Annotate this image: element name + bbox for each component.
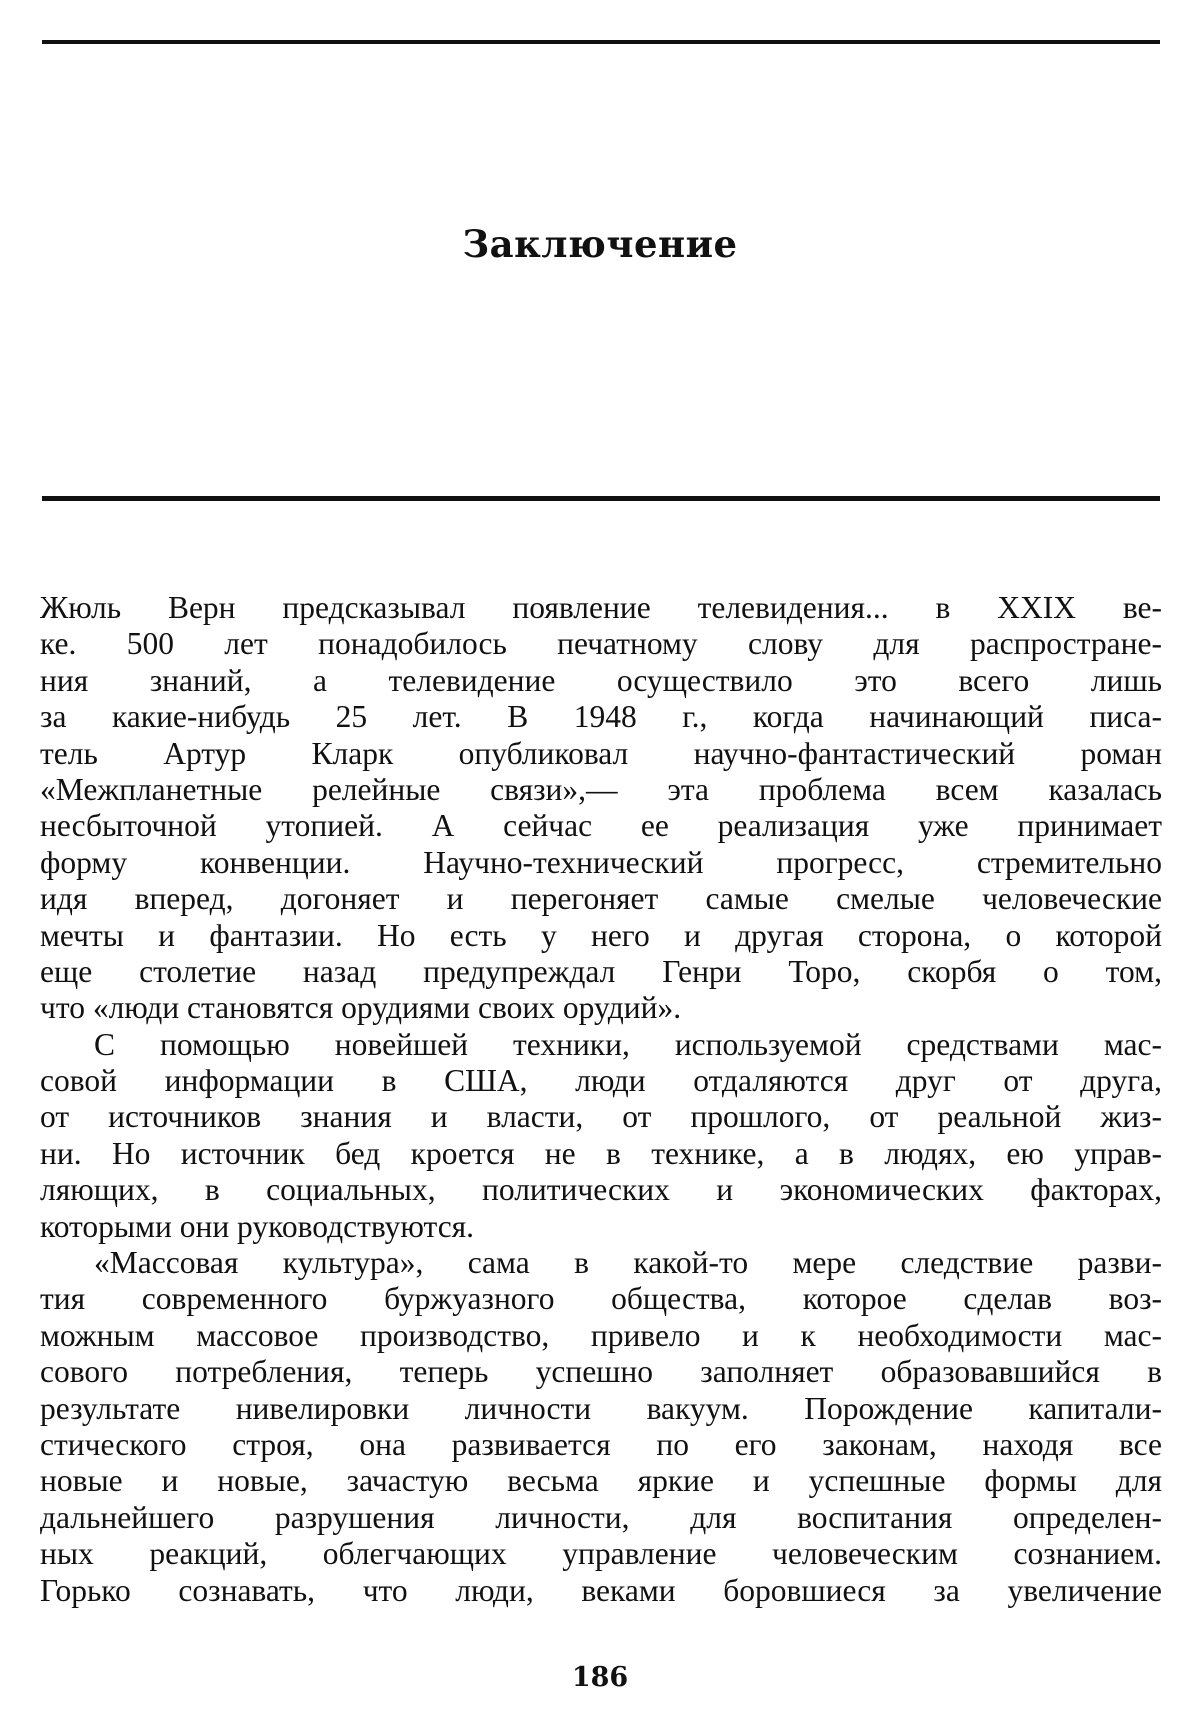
text-line: Жюль Верн предсказывал появление телевидения... в XXIX ве- bbox=[40, 590, 1162, 625]
text-line: ния знаний, а телевидение осуществило это всего лишь bbox=[40, 662, 1162, 698]
text-line: тель Артур Кларк опубликовал научно-фантастический роман bbox=[40, 735, 1162, 771]
text-line: форму конвенции. Научно-технический прогресс, стремительно bbox=[40, 844, 1162, 880]
text-line: от источников знания и власти, от прошлого, от реальной жиз- bbox=[40, 1099, 1162, 1135]
text-line: которыми они руководствуются. bbox=[40, 1208, 475, 1244]
text-line: новые и новые, зачастую весьма яркие и успешные формы для bbox=[40, 1463, 1162, 1499]
text-line: «Массовая культура», сама в какой-то мере следствие разви- bbox=[94, 1245, 1162, 1281]
text-line: результате нивелировки личности вакуум. Порождение капитали- bbox=[40, 1390, 1162, 1426]
text-line: ке. 500 лет понадобилось печатному слову для распростране- bbox=[40, 626, 1162, 662]
text-line: что «люди становятся орудиями своих орудий». bbox=[40, 990, 682, 1026]
body-text bbox=[40, 590, 1162, 1609]
text-line: совой информации в США, люди отдаляются друг от друга, bbox=[40, 1063, 1162, 1099]
paragraph-1 bbox=[40, 590, 1162, 1027]
text-line: ных реакций, облегчающих управление человеческим сознанием. bbox=[40, 1536, 1162, 1572]
text-line: «Межпланетные релейные связи»,— эта проблема всем казалась bbox=[40, 771, 1162, 807]
paragraph-2 bbox=[40, 1027, 1162, 1245]
text-line: несбыточной утопией. А сейчас ее реализация уже принимает bbox=[40, 808, 1162, 844]
text-line: еще столетие назад предупреждал Генри Торо, скорбя о том, bbox=[40, 953, 1162, 989]
text-line: стического строя, она развивается по его законам, находя все bbox=[40, 1426, 1162, 1462]
text-line: идя вперед, догоняет и перегоняет самые смелые человеческие bbox=[40, 881, 1162, 917]
text-line: мечты и фантазии. Но есть у него и другая сторона, о которой bbox=[40, 917, 1162, 953]
chapter-title: Заключение bbox=[462, 222, 738, 266]
title-underline-rule bbox=[42, 496, 1160, 501]
text-line: тия современного буржуазного общества, которое сделав воз- bbox=[40, 1281, 1162, 1317]
text-line: Горько сознавать, что люди, веками боровшиеся за увеличение bbox=[40, 1572, 1162, 1608]
text-line: за какие-нибудь 25 лет. В 1948 г., когда начинающий писа- bbox=[40, 699, 1162, 735]
text-line: сового потребления, теперь успешно заполняет образовавшийся в bbox=[40, 1354, 1162, 1390]
text-line: можным массовое производство, привело и к необходимости мас- bbox=[40, 1317, 1162, 1353]
text-line: С помощью новейшей техники, используемой средствами мас- bbox=[94, 1026, 1162, 1062]
text-line: дальнейшего разрушения личности, для воспитания определен- bbox=[40, 1499, 1162, 1535]
top-rule bbox=[42, 40, 1160, 44]
paragraph-3 bbox=[40, 1245, 1162, 1609]
text-line: ни. Но источник бед кроется не в технике, а в людях, ею управ- bbox=[40, 1135, 1162, 1171]
text-line: ляющих, в социальных, политических и экономических факторах, bbox=[40, 1172, 1162, 1208]
page-number: 186 bbox=[571, 1662, 629, 1693]
